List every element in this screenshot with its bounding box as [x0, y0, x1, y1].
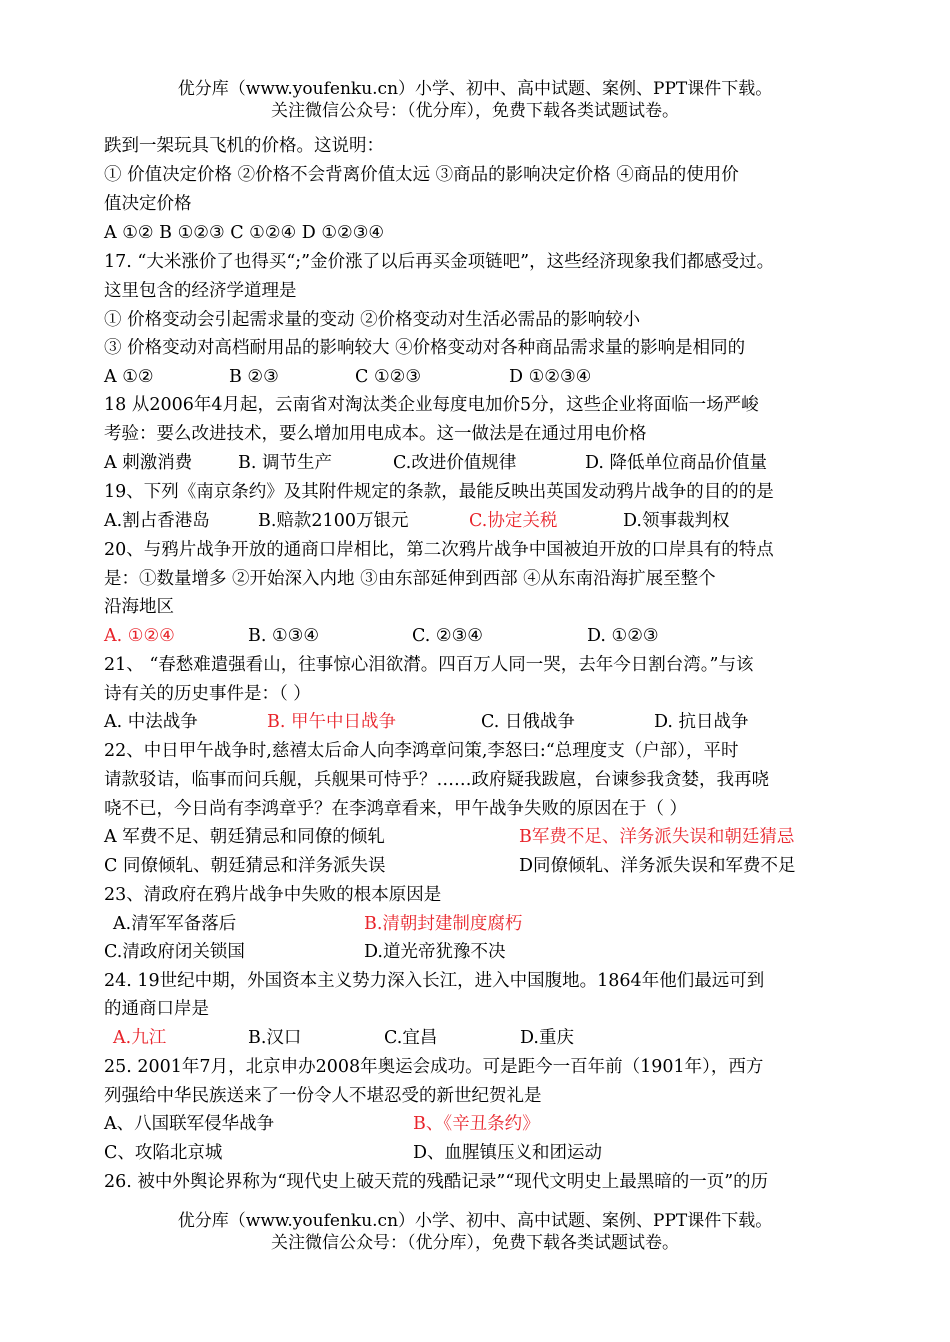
- q25-option-d: D、血腥镇压义和团运动: [413, 1143, 603, 1163]
- q25-stem-line-2: 列强给中华民族送来了一份令人不堪忍受的新世纪贺礼是: [104, 1086, 542, 1106]
- q21-stem-line-1: 21、 “春愁难遣强看山，往事惊心泪欲潸。四百万人同一哭，去年今日割台湾。”与该: [104, 655, 754, 675]
- q24-option-b: B.汉口: [248, 1028, 302, 1048]
- q24-option-c: C.宜昌: [384, 1028, 438, 1048]
- q25-option-b-answer: B、《辛丑条约》: [413, 1114, 540, 1134]
- q22-stem-line-3: 哓不已，今日尚有李鸿章乎？在李鸿章看来，甲午战争失败的原因在于（ ）: [104, 799, 688, 819]
- q21-option-c: C. 日俄战争: [481, 712, 575, 732]
- q25-option-a: A、八国联军侵华战争: [104, 1114, 275, 1134]
- q16-options: A ①② B ①②③ C ①②④ D ①②③④: [104, 223, 385, 243]
- header-site-line: 优分库（www.youfenku.cn）小学、初中、高中试题、案例、PPT课件下载。: [177, 79, 773, 99]
- q20-option-c: C. ②③④: [412, 626, 483, 646]
- q19-option-c-answer: C.协定关税: [469, 511, 558, 531]
- q19-option-a: A.割占香港岛: [104, 511, 210, 531]
- q19-option-d: D.领事裁判权: [623, 511, 730, 531]
- q17-option-d: D ①②③④: [509, 367, 592, 387]
- q21-option-a: A. 中法战争: [104, 712, 198, 732]
- q21-stem-line-2: 诗有关的历史事件是：（ ）: [104, 684, 311, 704]
- q17-option-a: A ①②: [104, 367, 154, 387]
- q17-items-line-2: ③ 价格变动对高档耐用品的影响较大 ④价格变动对各种商品需求量的影响是相同的: [104, 338, 746, 358]
- q22-stem-line-2: 请款驳诘，临事而问兵舰，兵舰果可恃乎？……政府疑我跋扈，台谏参我贪婪，我再哓: [104, 770, 769, 790]
- q16-items-line-1: ① 价值决定价格 ②价格不会背离价值太远 ③商品的影响决定价格 ④商品的使用价: [104, 165, 739, 185]
- footer-wechat-line: 关注微信公众号：（优分库），免费下载各类试题试卷。: [271, 1233, 679, 1253]
- q24-stem-line-2: 的通商口岸是: [104, 999, 209, 1019]
- q18-stem-line-1: 18 从2006年4月起，云南省对淘汰类企业每度电加价5分，这些企业将面临一场严峻: [104, 395, 759, 415]
- q22-stem-line-1: 22、中日甲午战争时,慈禧太后命人向李鸿章问策,李怒曰:“总理度支（户部），平时: [104, 741, 739, 761]
- q23-option-d: D.道光帝犹豫不决: [364, 942, 506, 962]
- q18-stem-line-2: 考验：要么改进技术，要么增加用电成本。这一做法是在通过用电价格: [104, 424, 647, 444]
- q26-stem-line-1: 26. 被中外舆论界称为“现代史上破天荒的残酷记录”“现代文明史上最黑暗的一页”的历: [104, 1172, 769, 1192]
- q21-option-d: D. 抗日战争: [654, 712, 749, 732]
- q20-option-a-answer: A. ①②④: [104, 626, 175, 646]
- footer-site-line: 优分库（www.youfenku.cn）小学、初中、高中试题、案例、PPT课件下载。: [177, 1211, 773, 1231]
- q20-option-d: D. ①②③: [587, 626, 659, 646]
- q22-option-b-answer: B军费不足、洋务派失误和朝廷猜忌: [519, 827, 795, 847]
- q20-stem-line-1: 20、与鸦片战争开放的通商口岸相比，第二次鸦片战争中国被迫开放的口岸具有的特点: [104, 540, 774, 560]
- q23-stem: 23、清政府在鸦片战争中失败的根本原因是: [104, 885, 442, 905]
- q17-items-line-1: ① 价格变动会引起需求量的变动 ②价格变动对生活必需品的影响较小: [104, 310, 641, 330]
- q19-option-b: B.赔款2100万银元: [258, 511, 409, 531]
- q20-option-b: B. ①③④: [248, 626, 320, 646]
- q18-option-d: D. 降低单位商品价值量: [585, 453, 768, 473]
- q18-option-c: C.改进价值规律: [393, 453, 517, 473]
- q25-stem-line-1: 25. 2001年7月，北京申办2008年奥运会成功。可是距今一百年前（1901年），西方: [104, 1057, 764, 1077]
- q17-option-b: B ②③: [229, 367, 279, 387]
- q16-stem-continuation: 跌到一架玩具飞机的价格。这说明：: [104, 136, 384, 156]
- q18-option-a: A 刺激消费: [104, 453, 193, 473]
- q24-stem-line-1: 24. 19世纪中期，外国资本主义势力深入长江，进入中国腹地。1864年他们最远可到: [104, 971, 765, 991]
- header-wechat-line: 关注微信公众号：（优分库），免费下载各类试题试卷。: [271, 101, 679, 121]
- q24-option-d: D.重庆: [520, 1028, 574, 1048]
- q18-option-b: B. 调节生产: [238, 453, 332, 473]
- q22-option-a: A 军费不足、朝廷猜忌和同僚的倾轧: [104, 827, 385, 847]
- q17-stem-line-2: 这里包含的经济学道理是: [104, 281, 297, 301]
- q22-option-d: D同僚倾轧、洋务派失误和军费不足: [519, 856, 796, 876]
- q23-option-b-answer: B.清朝封建制度腐朽: [364, 914, 523, 934]
- q23-option-c: C.清政府闭关锁国: [104, 942, 245, 962]
- q17-stem-line-1: 17. “大米涨价了也得买“;”金价涨了以后再买金项链吧”，这些经济现象我们都感受过。: [104, 252, 775, 272]
- q23-option-a: A.清军军备落后: [113, 914, 237, 934]
- q17-option-c: C ①②③: [355, 367, 422, 387]
- q19-stem: 19、下列《南京条约》及其附件规定的条款，最能反映出英国发动鸦片战争的目的的是: [104, 482, 774, 502]
- q16-items-line-2: 值决定价格: [104, 194, 192, 214]
- q21-option-b-answer: B. 甲午中日战争: [267, 712, 396, 732]
- q24-option-a-answer: A.九江: [113, 1028, 167, 1048]
- q22-option-c: C 同僚倾轧、朝廷猜忌和洋务派失误: [104, 856, 386, 876]
- q25-option-c: C、攻陷北京城: [104, 1143, 223, 1163]
- q20-stem-line-3: 沿海地区: [104, 597, 174, 617]
- q20-stem-line-2: 是：①数量增多 ②开始深入内地 ③由东部延伸到西部 ④从东南沿海扩展至整个: [104, 569, 716, 589]
